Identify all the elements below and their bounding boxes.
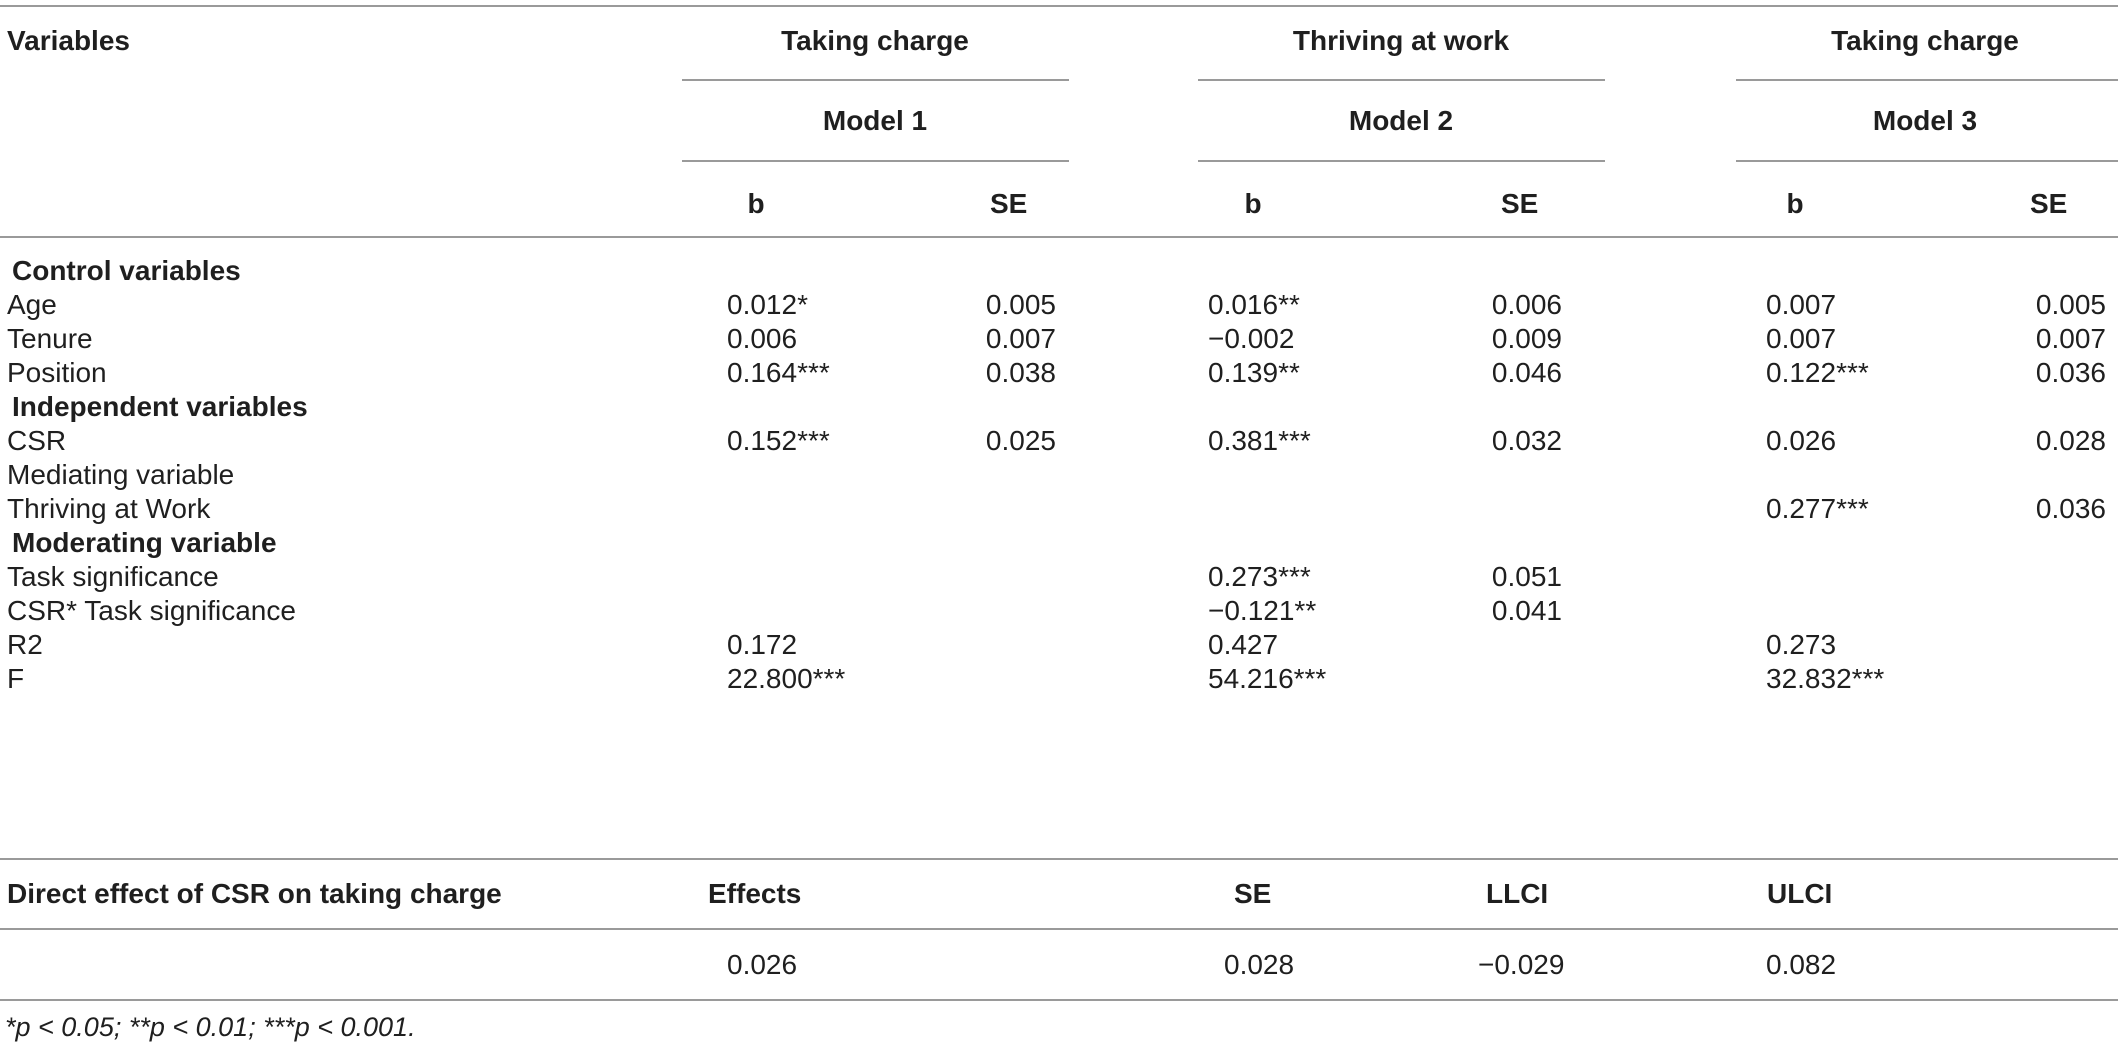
coef-cell: −0.002	[1208, 323, 1295, 354]
coef-cell: 0.152***	[727, 425, 830, 456]
bottom-rule	[0, 999, 2118, 1001]
direct-top-rule	[0, 858, 2118, 860]
coef-cell: 0.273***	[1208, 561, 1311, 592]
se-cell: 0.005	[2035, 289, 2106, 320]
se-cell: 0.046	[1491, 357, 1562, 388]
direct-value-effects: 0.026	[727, 949, 798, 980]
coef-cell: 0.006	[727, 323, 798, 354]
direct-header-ulci: ULCI	[1767, 878, 1833, 909]
direct-value-se: 0.028	[1224, 949, 1295, 980]
group-header-taking-charge-2: Taking charge	[1831, 25, 2019, 56]
se-cell: 0.009	[1491, 323, 1562, 354]
direct-value-ulci: 0.082	[1766, 949, 1837, 980]
row-label: F	[7, 663, 25, 694]
row-label: Mediating variable	[7, 459, 235, 490]
direct-mid-rule	[0, 928, 2118, 930]
se-cell: 0.032	[1491, 425, 1562, 456]
coef-cell: 0.012*	[727, 289, 808, 320]
section-heading: Control variables	[12, 255, 241, 286]
row-label: Task significance	[7, 561, 219, 592]
coef-cell: 0.016**	[1208, 289, 1300, 320]
se-cell: 0.036	[2035, 493, 2106, 524]
model-rule-1	[682, 160, 1069, 162]
row-label: Age	[7, 289, 57, 320]
group-header-thriving: Thriving at work	[1292, 25, 1510, 56]
row-label: Thriving at Work	[7, 493, 211, 524]
subheader-se-3: SE	[2030, 188, 2068, 219]
model-rule-2	[1198, 160, 1605, 162]
se-cell: 0.025	[985, 425, 1056, 456]
se-cell: 0.051	[1491, 561, 1562, 592]
coef-cell: 0.427	[1208, 629, 1279, 660]
coef-cell: 0.026	[1766, 425, 1837, 456]
subheader-se-2: SE	[1501, 188, 1539, 219]
model-header-1: Model 1	[822, 105, 928, 136]
coef-cell: 22.800***	[727, 663, 846, 694]
subheader-b-3: b	[1786, 188, 1804, 219]
coef-cell: 0.164***	[727, 357, 830, 388]
se-cell: 0.007	[985, 323, 1056, 354]
direct-value-llci: −0.029	[1478, 949, 1565, 980]
coef-cell: 54.216***	[1208, 663, 1327, 694]
se-cell: 0.036	[2035, 357, 2106, 388]
se-cell: 0.041	[1491, 595, 1562, 626]
coef-cell: 0.277***	[1766, 493, 1869, 524]
subheader-se-1: SE	[990, 188, 1028, 219]
model-rule-3	[1736, 160, 2118, 162]
coef-cell: 32.832***	[1766, 663, 1885, 694]
header-variables: Variables	[7, 25, 130, 56]
subheader-b-2: b	[1244, 188, 1262, 219]
group-rule-1	[682, 79, 1069, 81]
header-bottom-rule	[0, 236, 2118, 238]
coef-cell: 0.007	[1766, 323, 1837, 354]
se-cell: 0.005	[985, 289, 1056, 320]
model-header-2: Model 2	[1348, 105, 1454, 136]
direct-header-se: SE	[1234, 878, 1272, 909]
section-heading: Moderating variable	[12, 527, 277, 558]
group-header-taking-charge-1: Taking charge	[781, 25, 969, 56]
model-header-3: Model 3	[1872, 105, 1978, 136]
se-cell: 0.006	[1491, 289, 1562, 320]
subheader-b-1: b	[747, 188, 765, 219]
section-heading: Independent variables	[12, 391, 308, 422]
row-label: CSR	[7, 425, 67, 456]
se-cell: 0.038	[985, 357, 1056, 388]
row-label: Tenure	[7, 323, 93, 354]
coef-cell: 0.381***	[1208, 425, 1311, 456]
coef-cell: 0.007	[1766, 289, 1837, 320]
direct-header-llci: LLCI	[1486, 878, 1549, 909]
coef-cell: −0.121**	[1208, 595, 1317, 626]
coef-cell: 0.172	[727, 629, 798, 660]
se-cell: 0.028	[2035, 425, 2106, 456]
coef-cell: 0.139**	[1208, 357, 1300, 388]
row-label: CSR* Task significance	[7, 595, 296, 626]
footnote: *p < 0.05; **p < 0.01; ***p < 0.001.	[5, 1012, 416, 1042]
direct-header-effects: Effects	[708, 878, 802, 909]
row-label: Position	[7, 357, 107, 388]
se-cell: 0.007	[2035, 323, 2106, 354]
coef-cell: 0.273	[1766, 629, 1837, 660]
group-rule-2	[1198, 79, 1605, 81]
row-label: R2	[7, 629, 43, 660]
top-rule	[0, 5, 2118, 7]
group-rule-3	[1736, 79, 2118, 81]
direct-effect-label: Direct effect of CSR on taking charge	[7, 878, 502, 909]
coef-cell: 0.122***	[1766, 357, 1869, 388]
